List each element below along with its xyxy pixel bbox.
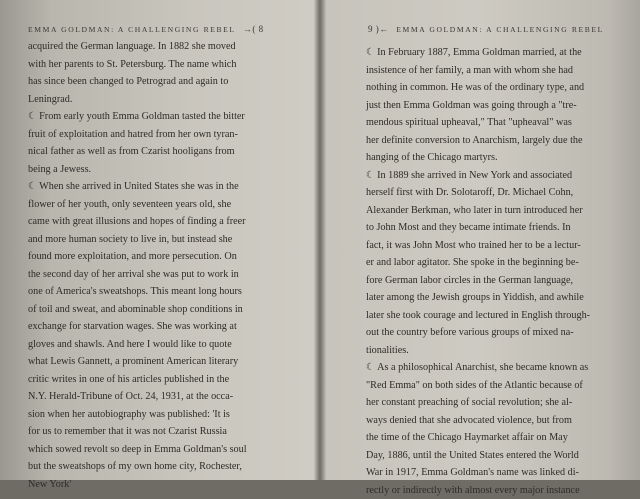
left-text-line-content: and more human society to live in, but instead she <box>28 234 232 245</box>
right-text-line <box>366 394 630 412</box>
right-text-line <box>366 184 630 202</box>
right-text-line-content: her constant preaching of social revolution; she al- <box>366 397 572 408</box>
left-text-line <box>28 143 310 161</box>
right-text-line <box>366 342 630 360</box>
right-text-line-content: hanging of the Chicago martyrs. <box>366 152 498 163</box>
left-text-line-content: being a Jewess. <box>28 164 91 175</box>
left-text-line-content: the second day of her arrival she was put to work in <box>28 269 239 280</box>
right-text-line <box>366 202 630 220</box>
right-folio: 9 )← <box>368 24 389 34</box>
right-text-line <box>366 62 630 80</box>
right-text-line-content: War in 1917, Emma Goldman's name was linked di- <box>366 467 579 478</box>
right-text-line <box>366 447 630 465</box>
right-text-line <box>366 79 630 97</box>
left-running-head <box>28 24 268 34</box>
paragraph-ornament-icon: ☾ <box>28 111 37 122</box>
left-text-line-content: N.Y. Herald-Tribune of Oct. 24, 1931, at the occa- <box>28 391 233 402</box>
left-text-line-content: of toil and sweat, and abominable shop conditions in <box>28 304 243 315</box>
left-text-line-content: sion when her autobiography was published: 'It is <box>28 409 230 420</box>
right-text-line-content: Alexander Berkman, who later in turn introduced her <box>366 205 583 216</box>
left-text-line-content: flower of her youth, only seventeen years old, she <box>28 199 231 210</box>
left-text-line-content: but the sweatshops of my own home city, Rochester, <box>28 461 242 472</box>
right-text-line-content: As a philosophical Anarchist, she became known as <box>377 362 588 373</box>
left-text-line <box>28 406 310 424</box>
right-text-line <box>366 289 630 307</box>
left-text-line <box>28 283 310 301</box>
left-text-line-content: found more exploitation, and more persecution. On <box>28 251 237 262</box>
left-folio: →( 8 <box>243 24 264 34</box>
left-text-line <box>28 458 310 476</box>
left-text-line <box>28 196 310 214</box>
right-text-line <box>366 272 630 290</box>
right-text-line-content: fore German labor circles in the German language, <box>366 275 573 286</box>
right-text-line-content: "Red Emma" on both sides of the Atlantic because of <box>366 380 583 391</box>
right-running-head-title: EMMA GOLDMAN: A CHALLENGING REBEL <box>396 25 604 34</box>
right-text-line-content: later she took courage and lectured in English through- <box>366 310 590 321</box>
left-text-line-content: with her parents to St. Petersburg. The name which <box>28 59 236 70</box>
left-text-line <box>28 91 310 109</box>
left-text-line <box>28 126 310 144</box>
left-text-line <box>28 371 310 389</box>
right-text-line <box>366 359 630 377</box>
left-text-line <box>28 266 310 284</box>
right-text-line <box>366 464 630 482</box>
right-text-line-content: ways denied that she advocated violence, but from <box>366 415 572 426</box>
left-text-line <box>28 441 310 459</box>
left-text-line <box>28 213 310 231</box>
paragraph-ornament-icon: ☾ <box>366 362 375 373</box>
right-text-line-content: out the country before various groups of mixed na- <box>366 327 574 338</box>
right-running-head <box>364 24 604 34</box>
right-text-line <box>366 132 630 150</box>
right-text-line-content: her definite conversion to Anarchism, largely due the <box>366 135 583 146</box>
left-text-line-content: New York' <box>28 479 71 490</box>
left-text-line-content: what Lewis Gannett, a prominent American literary <box>28 356 238 367</box>
right-text-line-content: just then Emma Goldman was going through a "tre- <box>366 100 577 111</box>
paragraph-ornament-icon: ☾ <box>366 47 375 58</box>
paragraph-ornament-icon: ☾ <box>28 181 37 192</box>
left-text-line <box>28 231 310 249</box>
right-text-line-content: nothing in common. He was of the ordinary type, and <box>366 82 584 93</box>
right-text-line-content: herself first with Dr. Solotaroff, Dr. Michael Cohn, <box>366 187 573 198</box>
left-text-line-content: gloves and shawls. And here I would like to quote <box>28 339 232 350</box>
left-text-line-content: From early youth Emma Goldman tasted the bitter <box>39 111 245 122</box>
right-text-line-content: Day, 1886, until the United States entered the World <box>366 450 579 461</box>
right-text-line-content: mendous spiritual upheaval," That "upheaval" was <box>366 117 572 128</box>
left-text-line-content: exchange for starvation wages. She was working at <box>28 321 237 332</box>
left-text-line-content: one of America's sweatshops. This meant long hours <box>28 286 242 297</box>
right-text-line-content: tionalities. <box>366 345 409 356</box>
left-text-line-content: Leningrad. <box>28 94 72 105</box>
left-text-line <box>28 423 310 441</box>
right-text-line <box>366 412 630 430</box>
right-text-line <box>366 254 630 272</box>
left-text-line-content: has since been changed to Petrograd and again to <box>28 76 228 87</box>
left-text-line <box>28 301 310 319</box>
left-text-line-content: nical father as well as from Czarist hooligans from <box>28 146 235 157</box>
left-text-line-content: acquired the German language. In 1882 she moved <box>28 41 236 52</box>
right-text-line-content: fact, it was John Most who trained her to be a lectur- <box>366 240 581 251</box>
left-text-line <box>28 476 310 494</box>
right-text-line-content: later among the Jewish groups in Yiddish, and awhile <box>366 292 584 303</box>
right-text-line <box>366 114 630 132</box>
right-text-line-content: In February 1887, Emma Goldman married, at the <box>377 47 582 58</box>
right-page-text <box>366 44 630 499</box>
right-text-line <box>366 482 630 499</box>
right-text-line <box>366 167 630 185</box>
left-text-line <box>28 108 310 126</box>
left-text-line <box>28 353 310 371</box>
left-text-line <box>28 161 310 179</box>
right-page <box>324 0 640 480</box>
right-text-line <box>366 44 630 62</box>
left-text-line-content: fruit of exploitation and hatred from her own tyran- <box>28 129 238 140</box>
left-text-line-content: which sowed revolt so deep in Emma Goldman's soul <box>28 444 247 455</box>
left-text-line-content: When she arrived in United States she was in the <box>39 181 238 192</box>
right-text-line-content: insistence of her family, a man with whom she had <box>366 65 573 76</box>
left-text-line <box>28 248 310 266</box>
right-text-line <box>366 149 630 167</box>
left-text-line <box>28 336 310 354</box>
right-text-line-content: er and labor agitator. She spoke in the beginning be- <box>366 257 579 268</box>
right-text-line <box>366 97 630 115</box>
right-text-line-content: to John Most and they became intimate friends. In <box>366 222 571 233</box>
right-text-line <box>366 377 630 395</box>
right-text-line-content: the time of the Chicago Haymarket affair on May <box>366 432 568 443</box>
right-text-line <box>366 429 630 447</box>
left-text-line <box>28 73 310 91</box>
right-text-line <box>366 307 630 325</box>
left-text-line-content: came with great illusions and hopes of finding a freer <box>28 216 246 227</box>
left-running-head-title: EMMA GOLDMAN: A CHALLENGING REBEL <box>28 25 235 34</box>
right-text-line <box>366 219 630 237</box>
left-text-line <box>28 388 310 406</box>
left-text-line <box>28 56 310 74</box>
right-text-line-content: In 1889 she arrived in New York and associated <box>377 170 572 181</box>
left-text-line <box>28 38 310 56</box>
right-text-line <box>366 237 630 255</box>
right-text-line <box>366 324 630 342</box>
paragraph-ornament-icon: ☾ <box>366 170 375 181</box>
right-text-line-content: rectly or indirectly with almost every major instance <box>366 485 580 496</box>
left-page <box>0 0 316 480</box>
left-text-line <box>28 318 310 336</box>
left-text-line <box>28 178 310 196</box>
left-page-text <box>28 38 310 493</box>
left-text-line-content: critic writes in one of his articles published in the <box>28 374 229 385</box>
left-text-line-content: for us to remember that it was not Czarist Russia <box>28 426 227 437</box>
